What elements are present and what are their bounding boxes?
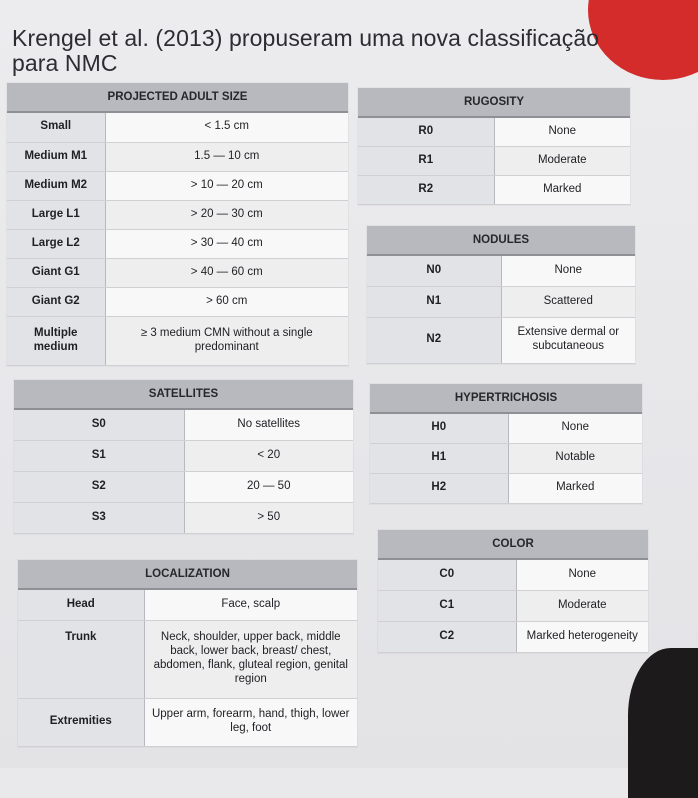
size-value-small: < 1.5 cm xyxy=(105,112,348,142)
localization-value-trunk: Neck, shoulder, upper back, middle back, lower back, breast/ chest, abdomen, flank, gluteal region, genital region xyxy=(144,620,357,698)
hypertrichosis-label-h1: H1 xyxy=(370,443,508,473)
localization-value-extremities: Upper arm, forearm, hand, thigh, lower leg, foot xyxy=(144,698,357,746)
localization-label-trunk: Trunk xyxy=(18,620,144,698)
size-value-large-l2: > 30 — 40 cm xyxy=(105,229,348,258)
size-label-small: Small xyxy=(7,112,105,142)
nodules-value-n1: Scattered xyxy=(501,286,635,317)
color-label-c0: C0 xyxy=(378,559,516,590)
localization-label-extremities: Extremities xyxy=(18,698,144,746)
size-value-multiple-medium: ≥ 3 medium CMN without a single predominant xyxy=(105,316,348,365)
rugosity-header: RUGOSITY xyxy=(358,88,630,117)
rugosity-value-r2: Marked xyxy=(494,175,630,204)
color-label-c1: C1 xyxy=(378,590,516,621)
satellites-value-s2: 20 — 50 xyxy=(184,471,353,502)
satellites-table xyxy=(14,380,353,534)
color-value-c1: Moderate xyxy=(516,590,648,621)
localization-value-head: Face, scalp xyxy=(144,589,357,620)
nodules-value-n0: None xyxy=(501,255,635,286)
hypertrichosis-value-h2: Marked xyxy=(508,473,642,503)
size-value-giant-g1: > 40 — 60 cm xyxy=(105,258,348,287)
localization-table xyxy=(18,560,357,747)
size-value-medium-m1: 1.5 — 10 cm xyxy=(105,142,348,171)
size-label-giant-g2: Giant G2 xyxy=(7,287,105,316)
nodules-label-n1: N1 xyxy=(367,286,501,317)
satellites-label-s2: S2 xyxy=(14,471,184,502)
projected-adult-size-header: PROJECTED ADULT SIZE xyxy=(7,83,348,112)
nodules-header: NODULES xyxy=(367,226,635,255)
satellites-label-s1: S1 xyxy=(14,440,184,471)
nodules-label-n2: N2 xyxy=(367,317,501,363)
rugosity-table xyxy=(358,88,630,205)
color-header: COLOR xyxy=(378,530,648,559)
rugosity-label-r0: R0 xyxy=(358,117,494,146)
color-value-c2: Marked heterogeneity xyxy=(516,621,648,652)
size-value-medium-m2: > 10 — 20 cm xyxy=(105,171,348,200)
nodules-label-n0: N0 xyxy=(367,255,501,286)
size-label-large-l2: Large L2 xyxy=(7,229,105,258)
nodules-table xyxy=(367,226,635,364)
satellites-value-s0: No satellites xyxy=(184,409,353,440)
satellites-value-s3: > 50 xyxy=(184,502,353,533)
localization-header: LOCALIZATION xyxy=(18,560,357,589)
color-label-c2: C2 xyxy=(378,621,516,652)
rugosity-label-r1: R1 xyxy=(358,146,494,175)
satellites-header: SATELLITES xyxy=(14,380,353,409)
hypertrichosis-value-h0: None xyxy=(508,413,642,443)
rugosity-value-r1: Moderate xyxy=(494,146,630,175)
size-label-multiple-medium: Multiple medium xyxy=(7,316,105,365)
localization-label-head: Head xyxy=(18,589,144,620)
hypertrichosis-header: HYPERTRICHOSIS xyxy=(370,384,642,413)
hypertrichosis-table xyxy=(370,384,642,504)
rugosity-value-r0: None xyxy=(494,117,630,146)
color-table xyxy=(378,530,648,653)
dark-corner-decoration xyxy=(628,648,698,798)
size-label-medium-m1: Medium M1 xyxy=(7,142,105,171)
hypertrichosis-value-h1: Notable xyxy=(508,443,642,473)
size-value-giant-g2: > 60 cm xyxy=(105,287,348,316)
satellites-label-s0: S0 xyxy=(14,409,184,440)
hypertrichosis-label-h0: H0 xyxy=(370,413,508,443)
size-label-medium-m2: Medium M2 xyxy=(7,171,105,200)
size-value-large-l1: > 20 — 30 cm xyxy=(105,200,348,229)
nodules-value-n2: Extensive dermal or subcutaneous xyxy=(501,317,635,363)
hypertrichosis-label-h2: H2 xyxy=(370,473,508,503)
satellites-label-s3: S3 xyxy=(14,502,184,533)
rugosity-label-r2: R2 xyxy=(358,175,494,204)
size-label-giant-g1: Giant G1 xyxy=(7,258,105,287)
satellites-value-s1: < 20 xyxy=(184,440,353,471)
slide-title: Krengel et al. (2013) propuseram uma nova classificação para NMC xyxy=(12,25,600,77)
size-label-large-l1: Large L1 xyxy=(7,200,105,229)
color-value-c0: None xyxy=(516,559,648,590)
projected-adult-size-table xyxy=(7,83,348,366)
